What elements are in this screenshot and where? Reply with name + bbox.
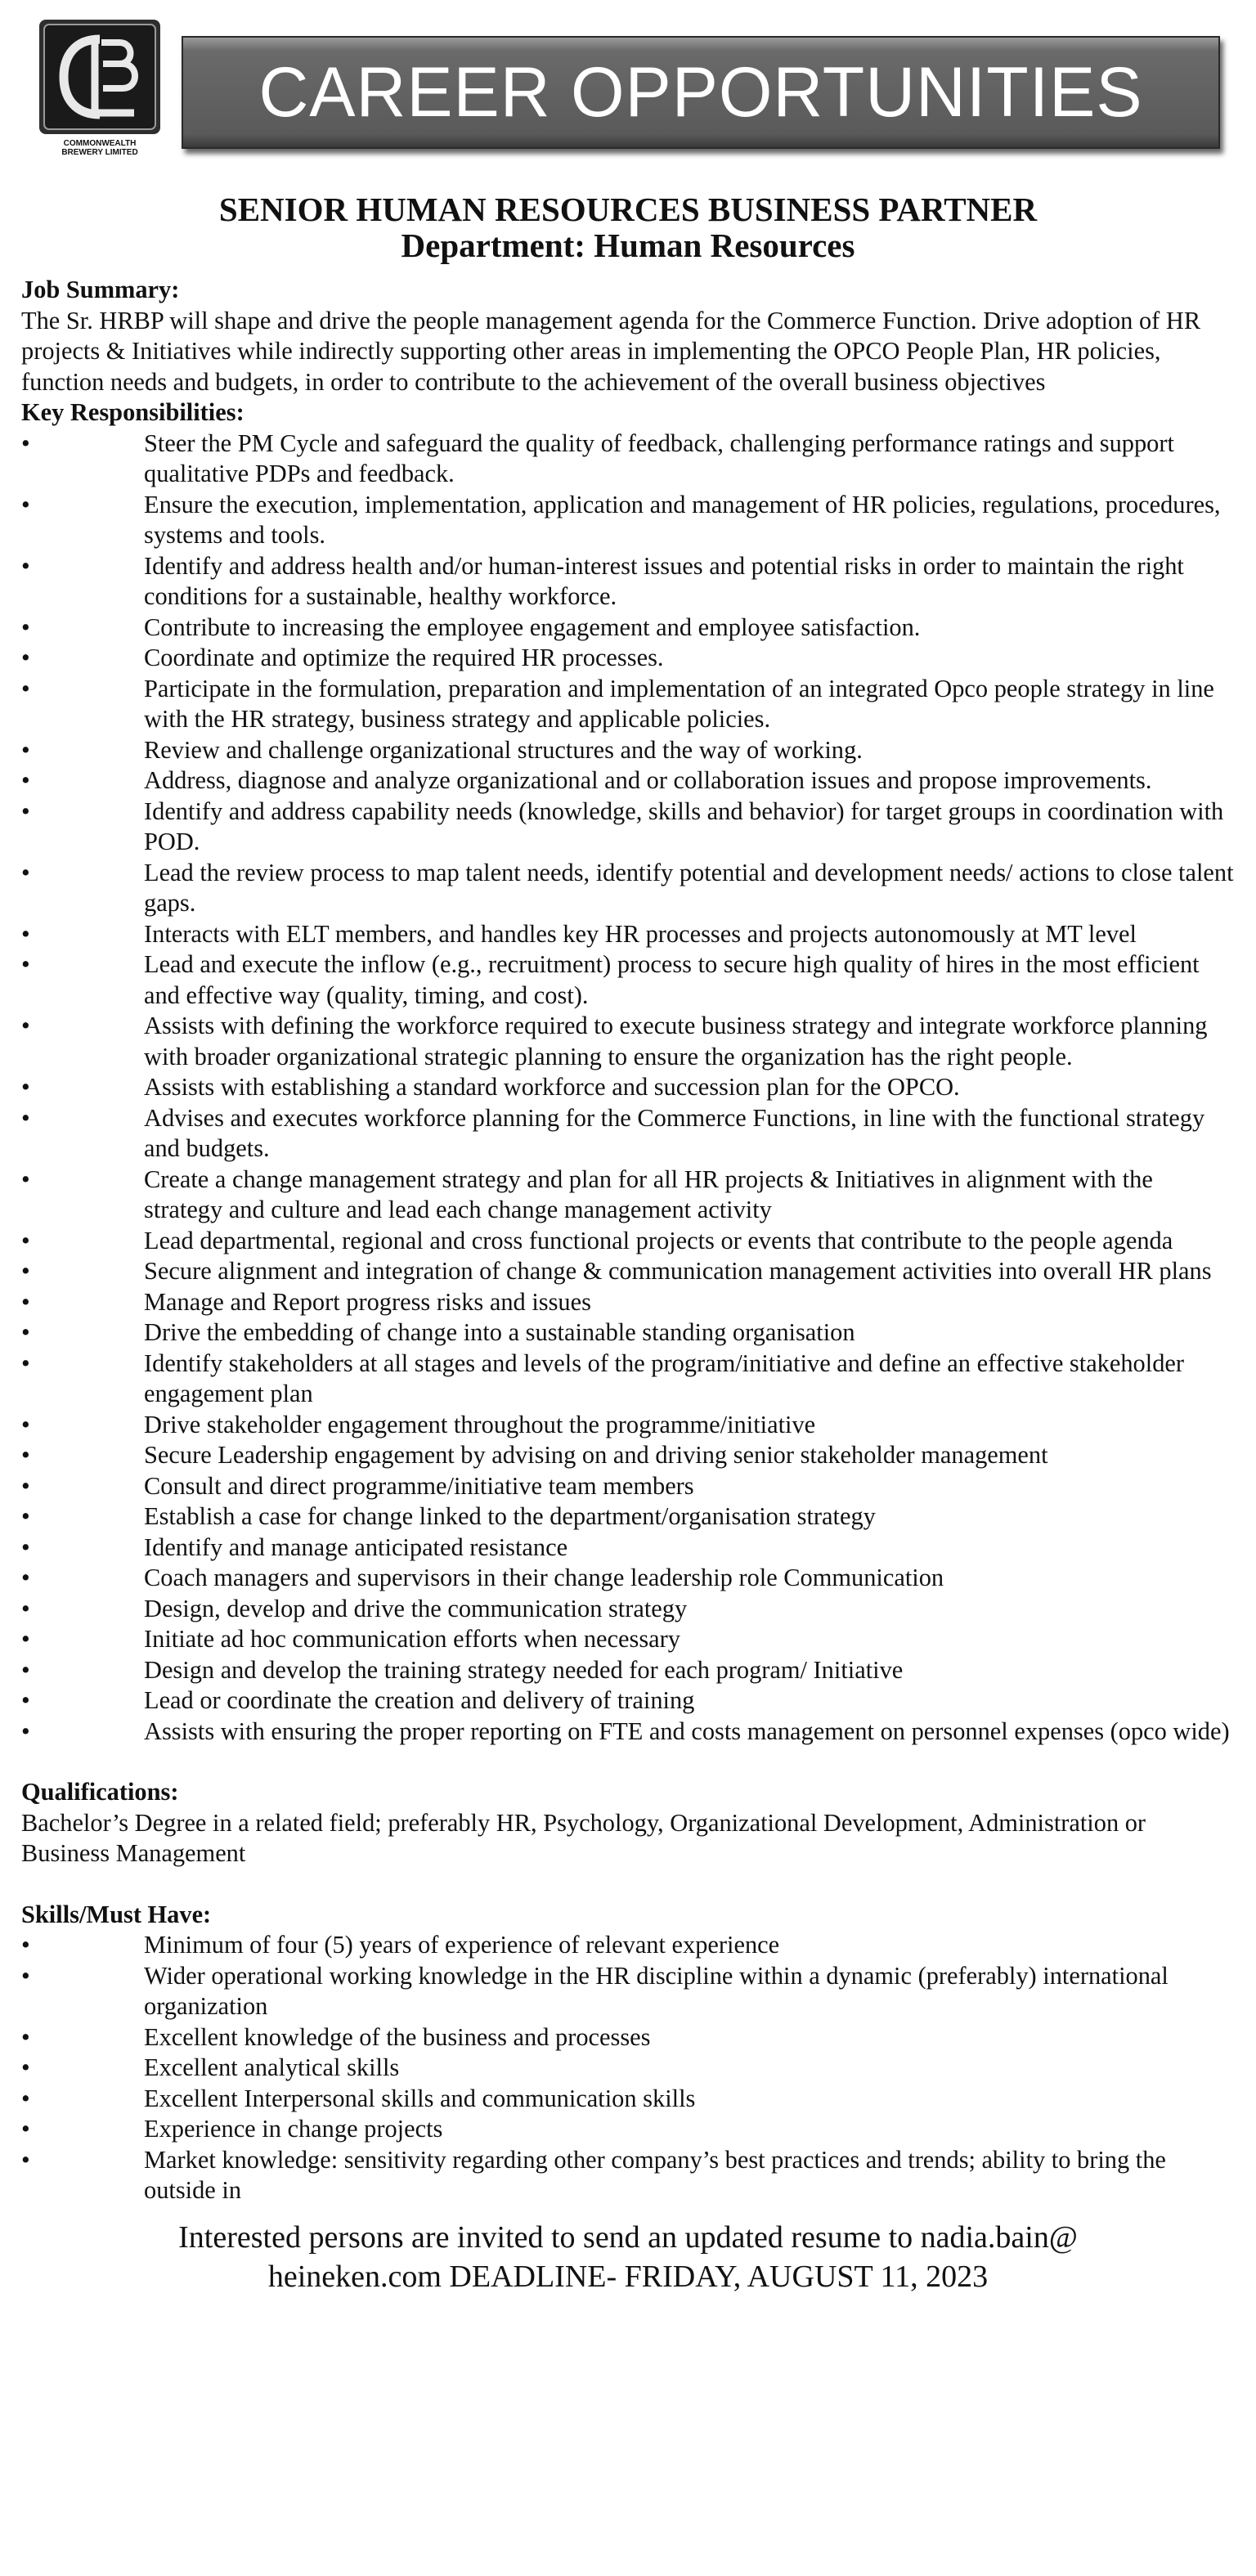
bullet-icon: • xyxy=(21,674,30,702)
responsibility-item-text: Assists with ensuring the proper reporting on FTE and costs management on personnel expenses (opco wide) xyxy=(144,1717,1230,1745)
responsibility-item xyxy=(21,1226,1235,1257)
bullet-icon: • xyxy=(21,551,30,580)
responsibility-item xyxy=(21,949,1235,1011)
logo-caption xyxy=(34,139,165,157)
company-logo xyxy=(34,16,165,180)
responsibility-item xyxy=(21,1011,1235,1072)
responsibility-item xyxy=(21,1440,1235,1471)
skill-item-text: Excellent analytical skills xyxy=(144,2053,400,2081)
responsibility-item-text: Coordinate and optimize the required HR processes. xyxy=(144,644,664,671)
responsibility-item xyxy=(21,919,1235,950)
responsibility-item xyxy=(21,1410,1235,1441)
responsibility-item xyxy=(21,1594,1235,1625)
responsibility-item-text: Lead and execute the inflow (e.g., recruitment) process to secure high quality of hires in the most efficient and effective way (quality, timing, and cost). xyxy=(144,950,1200,1009)
bullet-icon: • xyxy=(21,1533,30,1561)
responsibility-item-text: Assists with establishing a standard workforce and succession plan for the OPCO. xyxy=(144,1073,960,1101)
responsibility-item xyxy=(21,1256,1235,1287)
skill-item xyxy=(21,2145,1235,2206)
responsibility-item xyxy=(21,1287,1235,1318)
skill-item xyxy=(21,2114,1235,2145)
bullet-icon: • xyxy=(21,1073,30,1101)
job-content xyxy=(21,275,1235,2206)
bullet-icon: • xyxy=(21,766,30,794)
responsibility-item xyxy=(21,490,1235,551)
responsibility-item-text: Lead or coordinate the creation and delivery of training xyxy=(144,1686,695,1714)
bullet-icon: • xyxy=(21,797,30,825)
bullet-icon: • xyxy=(21,2053,30,2081)
responsibility-item-text: Secure alignment and integration of change & communication management activities into overall HR plans xyxy=(144,1257,1212,1285)
bullet-icon: • xyxy=(21,1410,30,1438)
responsibility-item-text: Design, develop and drive the communication strategy xyxy=(144,1594,688,1622)
responsibility-item xyxy=(21,613,1235,644)
skill-item xyxy=(21,1961,1235,2022)
bullet-icon: • xyxy=(21,950,30,978)
responsibility-item-text: Steer the PM Cycle and safeguard the quality of feedback, challenging performance ratings and support qualitative PDPs and feedback. xyxy=(144,429,1174,487)
responsibility-item-text: Lead departmental, regional and cross functional projects or events that contribute to the people agenda xyxy=(144,1226,1173,1254)
bullet-icon: • xyxy=(21,1961,30,1990)
responsibility-item-text: Drive the embedding of change into a sustainable standing organisation xyxy=(144,1318,855,1346)
responsibility-item-text: Contribute to increasing the employee engagement and employee satisfaction. xyxy=(144,613,921,641)
responsibility-item xyxy=(21,797,1235,858)
bullet-icon: • xyxy=(21,1257,30,1285)
responsibility-item xyxy=(21,1072,1235,1103)
department-title: Department: Human Resources xyxy=(401,227,855,264)
responsibility-item xyxy=(21,1501,1235,1533)
responsibility-item-text: Identify and address health and/or human-interest issues and potential risks in order to maintain the right conditions for a sustainable, healthy workforce. xyxy=(144,551,1184,610)
responsibility-item-text: Interacts with ELT members, and handles key HR processes and projects autonomously at MT level xyxy=(144,919,1137,948)
responsibility-item xyxy=(21,1103,1235,1165)
bullet-icon: • xyxy=(21,1165,30,1193)
responsibility-item-text: Review and challenge organizational structures and the way of working. xyxy=(144,735,863,764)
bullet-icon: • xyxy=(21,1012,30,1039)
bullet-icon: • xyxy=(21,490,30,518)
bullet-icon: • xyxy=(21,2115,30,2143)
responsibility-item xyxy=(21,1655,1235,1686)
responsibility-item xyxy=(21,551,1235,613)
bullet-icon: • xyxy=(21,429,30,457)
qualifications-text: Bachelor’s Degree in a related field; preferably HR, Psychology, Organizational Development, Administration or Business Management xyxy=(21,1808,1146,1867)
bullet-icon: • xyxy=(21,1686,30,1714)
bullet-icon: • xyxy=(21,1318,30,1346)
responsibility-item xyxy=(21,1563,1235,1594)
responsibility-item-text: Manage and Report progress risks and issues xyxy=(144,1287,591,1316)
skill-item-text: Market knowledge: sensitivity regarding other company’s best practices and trends; ability to bring the outside in xyxy=(144,2145,1166,2204)
bullet-icon: • xyxy=(21,1441,30,1469)
bullet-icon: • xyxy=(21,919,30,948)
responsibility-item-text: Coach managers and supervisors in their change leadership role Communication xyxy=(144,1564,944,1591)
responsibility-item-text: Advises and executes workforce planning for the Commerce Functions, in line with the functional strategy and budgets. xyxy=(144,1103,1205,1162)
bullet-icon: • xyxy=(21,858,30,886)
application-footer xyxy=(21,2218,1235,2296)
skills-list xyxy=(21,1930,1235,2206)
responsibility-item-text: Lead the review process to map talent needs, identify potential and development needs/ actions to close talent gaps. xyxy=(144,858,1234,917)
job-summary-text: The Sr. HRBP will shape and drive the people management agenda for the Commerce Function. Drive adoption of HR projects & Initiatives while indirectly supporting other areas in implementing the OPCO People Plan, HR policies, function needs and budgets, in order to contribute to the achievement of the overall business objectives xyxy=(21,306,1201,396)
footer-line2: heineken.com DEADLINE- FRIDAY, AUGUST 11, 2023 xyxy=(267,2259,989,2294)
responsibility-item-text: Consult and direct programme/initiative team members xyxy=(144,1471,694,1500)
bullet-icon: • xyxy=(21,2084,30,2112)
bullet-icon: • xyxy=(21,1471,30,1500)
bullet-icon: • xyxy=(21,644,30,671)
responsibility-item xyxy=(21,858,1235,919)
responsibility-item xyxy=(21,735,1235,766)
responsibility-item xyxy=(21,1317,1235,1349)
responsibility-item-text: Identify stakeholders at all stages and levels of the program/initiative and define an effective stakeholder engagement plan xyxy=(144,1349,1184,1407)
banner-title: CAREER OPPORTUNITIES xyxy=(258,52,1143,132)
skill-item-text: Minimum of four (5) years of experience of relevant experience xyxy=(144,1931,780,1959)
responsibility-item-text: Identify and manage anticipated resistance xyxy=(144,1533,568,1561)
responsibility-item xyxy=(21,1349,1235,1410)
responsibility-item-text: Ensure the execution, implementation, application and management of HR policies, regulations, procedures, systems and tools. xyxy=(144,490,1221,549)
bullet-icon: • xyxy=(21,1502,30,1530)
qualifications-heading: Qualifications: xyxy=(21,1778,179,1806)
bullet-icon: • xyxy=(21,1594,30,1622)
spacer xyxy=(21,1869,1235,1900)
responsibility-item-text: Participate in the formulation, preparation and implementation of an integrated Opco people strategy in line with the HR strategy, business strategy and applicable policies. xyxy=(144,674,1214,733)
skill-item-text: Experience in change projects xyxy=(144,2115,443,2143)
responsibility-item-text: Drive stakeholder engagement throughout the programme/initiative xyxy=(144,1410,816,1438)
responsibility-item-text: Create a change management strategy and plan for all HR projects & Initiatives in alignment with the strategy and culture and lead each change management activity xyxy=(144,1165,1153,1223)
bullet-icon: • xyxy=(21,2022,30,2051)
skill-item xyxy=(21,2022,1235,2053)
skill-item-text: Wider operational working knowledge in the HR discipline within a dynamic (preferably) international organization xyxy=(144,1961,1169,2020)
bullet-icon: • xyxy=(21,1625,30,1653)
bullet-icon: • xyxy=(21,1931,30,1959)
bullet-icon: • xyxy=(21,1349,30,1377)
career-banner xyxy=(182,36,1220,149)
logo-caption-line1: COMMONWEALTH xyxy=(63,139,137,148)
responsibility-item xyxy=(21,1717,1235,1748)
job-title: SENIOR HUMAN RESOURCES BUSINESS PARTNER xyxy=(218,191,1038,228)
responsibility-item-text: Identify and address capability needs (knowledge, skills and behavior) for target groups in coordination with POD. xyxy=(144,797,1224,855)
responsibility-item xyxy=(21,1471,1235,1502)
responsibility-item xyxy=(21,643,1235,674)
responsibilities-heading: Key Responsibilities: xyxy=(21,398,244,426)
bullet-icon: • xyxy=(21,735,30,764)
bullet-icon: • xyxy=(21,2145,30,2174)
skills-heading: Skills/Must Have: xyxy=(21,1900,212,1928)
responsibility-item-text: Address, diagnose and analyze organizational and or collaboration issues and propose improvements. xyxy=(144,766,1152,794)
responsibility-item-text: Design and develop the training strategy needed for each program/ Initiative xyxy=(144,1655,904,1684)
bullet-icon: • xyxy=(21,1226,30,1254)
bullet-icon: • xyxy=(21,1287,30,1316)
responsibility-item xyxy=(21,1165,1235,1226)
header xyxy=(21,0,1235,180)
responsibility-item xyxy=(21,1533,1235,1564)
skill-item-text: Excellent knowledge of the business and processes xyxy=(144,2022,651,2051)
responsibility-item-text: Initiate ad hoc communication efforts when necessary xyxy=(144,1625,680,1653)
skill-item xyxy=(21,2084,1235,2115)
skill-item xyxy=(21,2053,1235,2084)
responsibility-item-text: Secure Leadership engagement by advising on and driving senior stakeholder management xyxy=(144,1441,1048,1469)
bullet-icon: • xyxy=(21,1655,30,1684)
responsibility-item xyxy=(21,429,1235,490)
skill-item-text: Excellent Interpersonal skills and communication skills xyxy=(144,2084,696,2112)
responsibility-item xyxy=(21,674,1235,735)
footer-line1: Interested persons are invited to send an updated resume to nadia.bain@ xyxy=(178,2219,1078,2255)
cbl-logo-icon xyxy=(34,16,165,137)
responsibility-item xyxy=(21,1624,1235,1655)
bullet-icon: • xyxy=(21,1103,30,1132)
responsibilities-list xyxy=(21,429,1235,1748)
bullet-icon: • xyxy=(21,1564,30,1591)
responsibility-item-text: Establish a case for change linked to the department/organisation strategy xyxy=(144,1502,876,1530)
spacer xyxy=(21,1747,1235,1777)
job-summary-heading: Job Summary: xyxy=(21,276,180,303)
bullet-icon: • xyxy=(21,1717,30,1745)
logo-caption-line2: BREWERY LIMITED xyxy=(61,148,138,157)
responsibility-item-text: Assists with defining the workforce required to execute business strategy and integrate workforce planning with broader organizational strategic planning to ensure the organization has the right people. xyxy=(144,1012,1208,1070)
responsibility-item xyxy=(21,1685,1235,1717)
bullet-icon: • xyxy=(21,613,30,641)
skill-item xyxy=(21,1930,1235,1961)
responsibility-item xyxy=(21,765,1235,797)
